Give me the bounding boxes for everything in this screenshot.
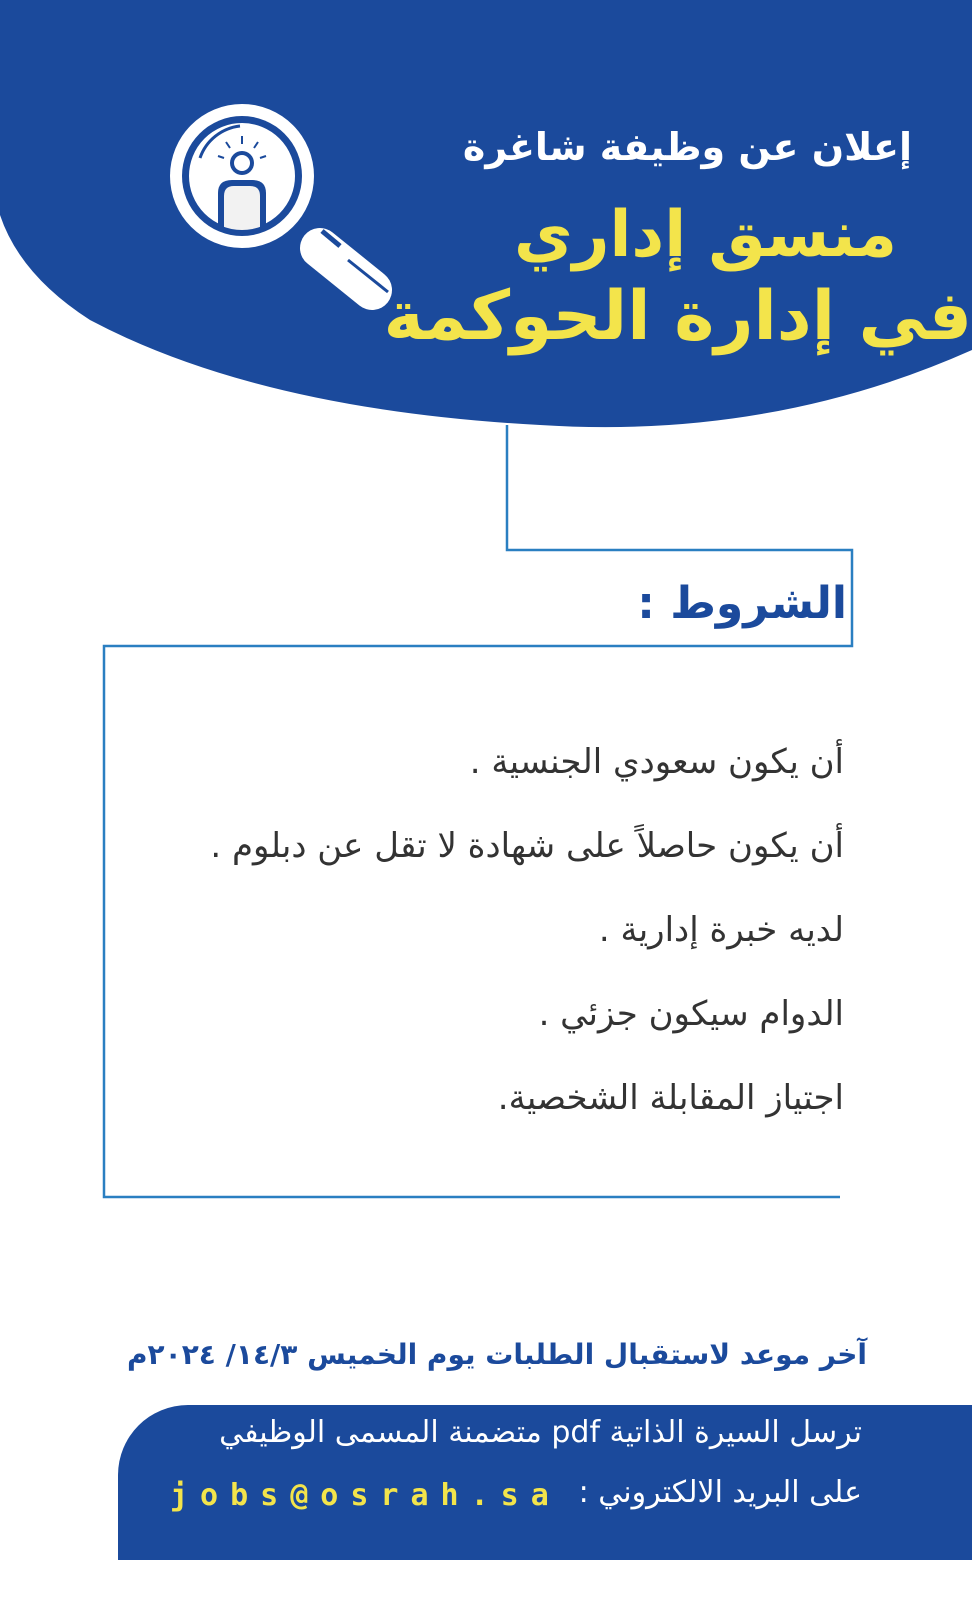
condition-item-interview: اجتياز المقابلة الشخصية. <box>497 1078 844 1118</box>
announcement-subtitle: إعلان عن وظيفة شاغرة <box>462 125 912 169</box>
email-label: على البريد الالكتروني : <box>578 1475 862 1510</box>
condition-item-nationality: أن يكون سعودي الجنسية . <box>469 742 844 782</box>
magnifier-person-icon <box>160 98 410 328</box>
department-title: في إدارة الحوكمة <box>383 277 972 356</box>
condition-item-diploma: أن يكون حاصلاً على شهادة لا تقل عن دبلوم . <box>210 826 844 866</box>
cv-instructions: ترسل السيرة الذاتية pdf متضمنة المسمى الوظيفي <box>219 1415 862 1450</box>
email-address[interactable]: jobs@osrah.sa <box>170 1478 561 1513</box>
condition-item-experience: لديه خبرة إدارية . <box>598 910 844 950</box>
conditions-list <box>144 740 844 1160</box>
condition-item-part-time: الدوام سيكون جزئي . <box>538 994 844 1034</box>
conditions-heading: الشروط : <box>637 578 847 629</box>
job-title: منسق إداري <box>513 198 897 272</box>
application-deadline: آخر موعد لاستقبال الطلبات يوم الخميس ١٤/٣/ ٢٠٢٤م <box>126 1338 867 1371</box>
